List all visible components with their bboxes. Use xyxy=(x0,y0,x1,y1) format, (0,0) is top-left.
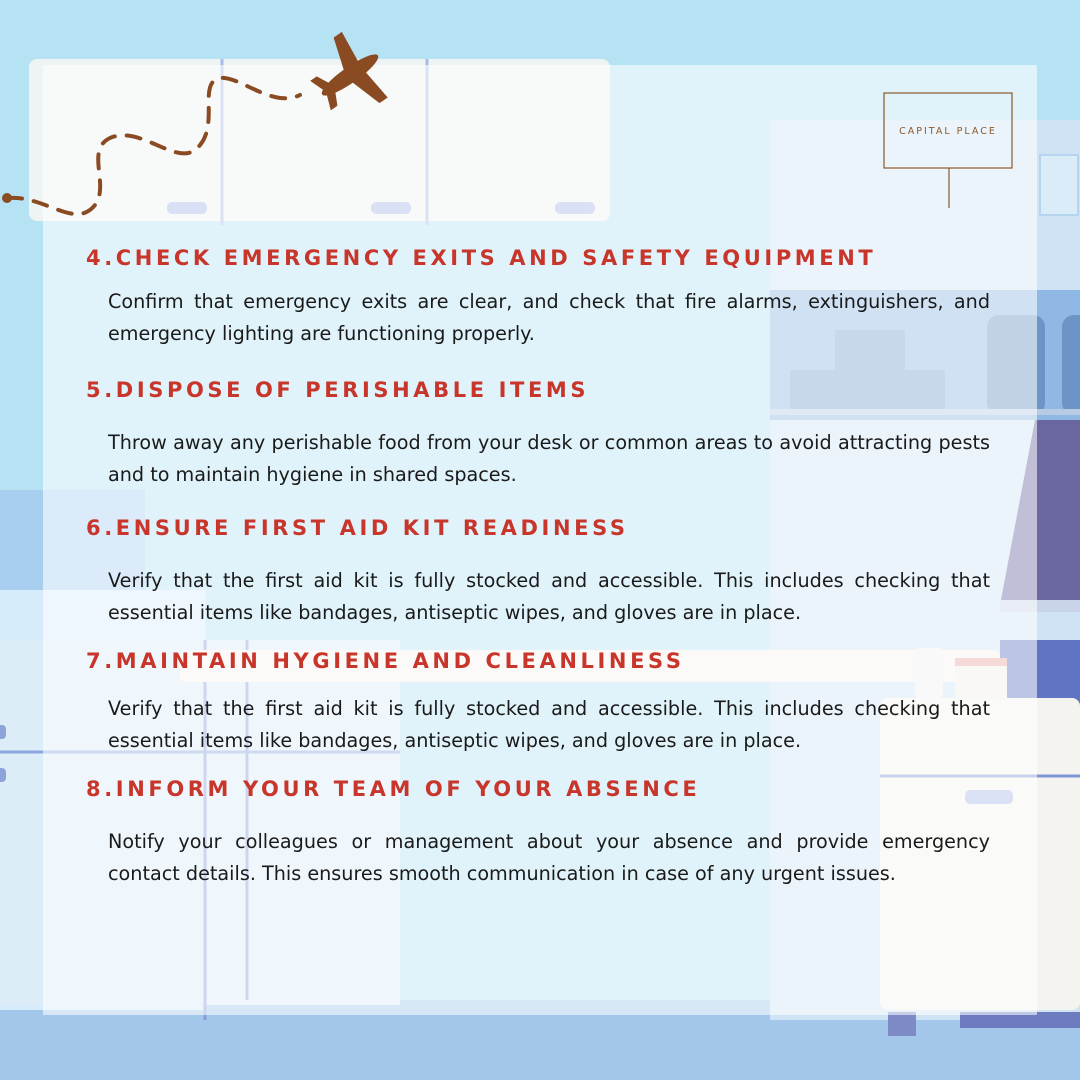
item-description: Verify that the first aid kit is fully stocked and accessible. This includes checking that essential items like bandages, antiseptic wipes, and gloves are in place. xyxy=(108,697,990,752)
checklist-item-7 xyxy=(86,647,990,757)
airplane-icon xyxy=(298,23,401,129)
item-description: Notify your colleagues or management about your absence and provide emergency contact details. This ensures smooth communication in case of any urgent issues. xyxy=(108,830,990,885)
item-heading: 7.MAINTAIN HYGIENE AND CLEANLINESS xyxy=(86,649,685,673)
checklist-item-4 xyxy=(86,244,990,350)
logo-frame-icon xyxy=(883,92,1013,210)
dashed-flight-path xyxy=(8,78,300,214)
item-heading: 4.CHECK EMERGENCY EXITS AND SAFETY EQUIPMENT xyxy=(86,246,877,270)
item-description: Confirm that emergency exits are clear, and check that fire alarms, extinguishers, and emergency lighting are functioning properly. xyxy=(108,290,990,345)
logo-text: CAPITAL PLACE xyxy=(899,126,997,137)
checklist-item-6 xyxy=(86,514,990,629)
item-heading: 5.DISPOSE OF PERISHABLE ITEMS xyxy=(86,378,590,402)
item-description: Verify that the first aid kit is fully stocked and accessible. This includes checking that essential items like bandages, antiseptic wipes, and gloves are in place. xyxy=(108,569,990,624)
capital-place-logo xyxy=(883,92,1013,210)
item-description: Throw away any perishable food from your desk or common areas to avoid attracting pests and to maintain hygiene in shared spaces. xyxy=(108,431,990,486)
checklist xyxy=(86,244,990,890)
checklist-item-5 xyxy=(86,376,990,491)
item-heading: 6.ENSURE FIRST AID KIT READINESS xyxy=(86,516,629,540)
checklist-item-8 xyxy=(86,775,990,890)
item-heading: 8.INFORM YOUR TEAM OF YOUR ABSENCE xyxy=(86,777,701,801)
